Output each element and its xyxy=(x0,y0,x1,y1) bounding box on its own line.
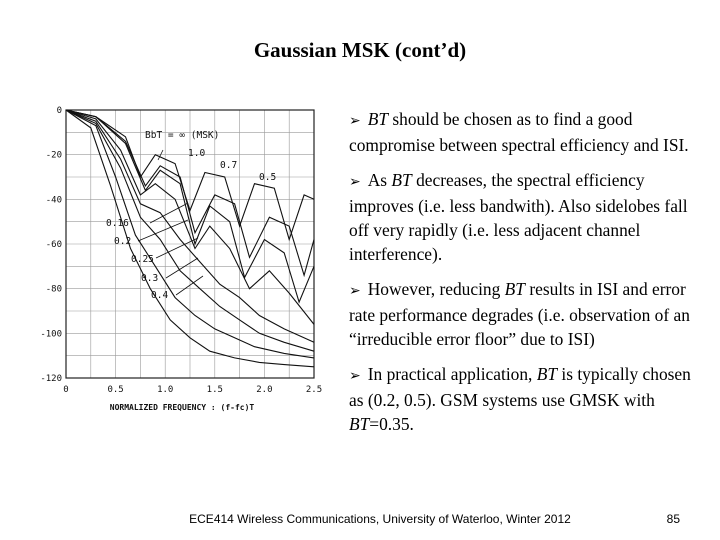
bullet-item xyxy=(349,277,709,351)
leader-line xyxy=(158,150,163,160)
bullet-text: decreases, the spectral efficiency improves (i.e. less bandwith). Also sidelobes fall off very rapidly (i.e. less adjacent channel interference). xyxy=(349,170,688,264)
bullet-item xyxy=(349,107,709,157)
curve-label: 0.2 xyxy=(114,236,132,247)
curve-label: 1.0 xyxy=(188,148,206,159)
slide-footer: ECE414 Wireless Communications, University of Waterloo, Winter 2012 xyxy=(189,512,571,526)
x-tick-label: 1.5 xyxy=(206,385,223,395)
bullet-item xyxy=(349,168,709,266)
bullet-text: results in ISI and error rate performance degrades (i.e. observation of an “irreducible error floor” due to ISI) xyxy=(349,279,690,349)
bt-term: BT xyxy=(367,109,389,129)
leader-line xyxy=(166,258,198,278)
y-tick-label: -100 xyxy=(40,329,62,340)
chart-svg xyxy=(38,98,338,420)
bullet-list xyxy=(349,107,709,447)
bullet-text: In practical application, xyxy=(367,364,537,384)
bullet-arrow-icon: ➢ xyxy=(349,113,361,129)
bullet-text: =0.35. xyxy=(369,414,414,434)
x-axis-title: NORMALIZED FREQUENCY : (f-fc)T xyxy=(109,403,255,412)
x-tick-label: 2.5 xyxy=(305,385,323,395)
bullet-item xyxy=(349,362,709,436)
y-tick-label: -80 xyxy=(45,284,62,295)
bt-term: BT xyxy=(349,414,370,434)
slide-title: Gaussian MSK (cont’d) xyxy=(253,38,467,62)
bullet-text: is typically chosen as (0.2, 0.5). GSM systems use GMSK with xyxy=(349,364,691,410)
curve-label: 0.4 xyxy=(151,290,169,301)
y-tick-label: 0 xyxy=(56,106,62,116)
curve-label: BbT = ∞ (MSK) xyxy=(145,130,220,141)
bt-term: BT xyxy=(504,279,525,299)
x-tick-label: 2.0 xyxy=(256,385,273,395)
x-tick-label: 0 xyxy=(63,385,69,395)
bullet-text: However, reducing xyxy=(367,279,505,299)
bullet-text: As xyxy=(367,170,392,190)
curve-label: 0.3 xyxy=(141,273,159,284)
page-number: 85 xyxy=(666,512,680,526)
bt-term: BT xyxy=(536,364,558,384)
curve-label: 0.16 xyxy=(106,218,129,229)
leader-line xyxy=(156,238,198,258)
gmsk-spectrum-chart xyxy=(38,98,338,420)
leader-line xyxy=(150,203,188,223)
bt-term: BT xyxy=(391,170,412,190)
y-tick-label: -40 xyxy=(45,195,62,206)
x-tick-label: 0.5 xyxy=(107,385,124,395)
bullet-text: should be chosen as to find a good compromise between spectral efficiency and ISI. xyxy=(349,109,689,155)
y-tick-label: -120 xyxy=(40,374,62,384)
bullet-arrow-icon: ➢ xyxy=(349,368,361,384)
y-tick-label: -60 xyxy=(45,240,62,250)
bullet-arrow-icon: ➢ xyxy=(349,174,361,190)
curve-label: 0.5 xyxy=(259,172,277,183)
curve-label: 0.7 xyxy=(220,160,238,171)
curve-label: 0.25 xyxy=(131,254,154,265)
y-tick-label: -20 xyxy=(45,150,62,161)
bullet-arrow-icon: ➢ xyxy=(349,283,361,299)
x-tick-label: 1.0 xyxy=(157,385,174,395)
